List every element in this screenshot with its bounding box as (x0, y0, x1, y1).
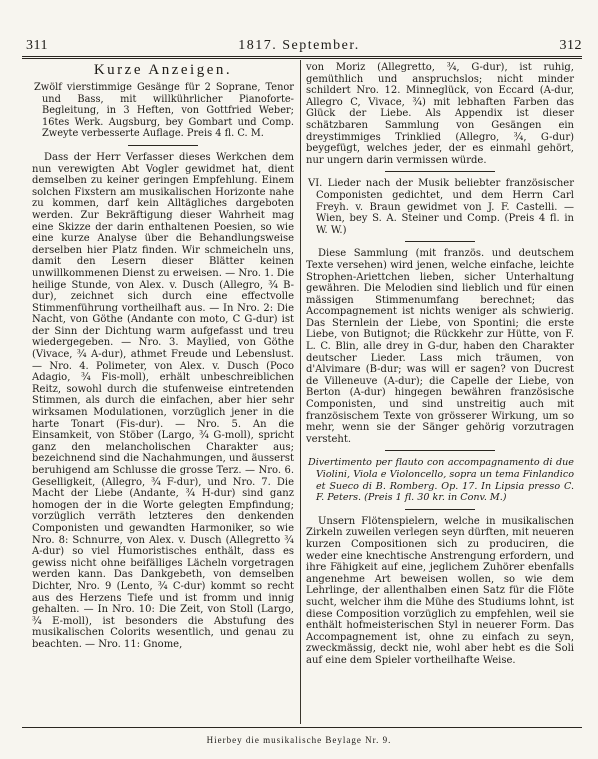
column-separator (300, 60, 301, 724)
header-rule-top (22, 56, 582, 57)
review-body-castelli: Diese Sammlung (mit französ. und deutschem Texte versehen) wird jenen, welche einfache, leichte Strophen-Ariettchen lieben, sicher Unterhaltung gewähren. Die Melodien sind lieblich und für einen mässigen Stimmenumfang berechnet; das Accompagnement ist nichts weniger als schwierig. Das Sternlein der Liebe, von Spontini; die erste Liebe, von Butignot; die Rückkehr zur Hütte, von F. L. C. Blin, alle drey in G-dur, haben den Charakter deutscher Lieder. Lass mich träumen, von d'Alvimare (B-dur; was will er sagen? von Ducrest de Villeneuve (A-dur); die Capelle der Liebe, von Berton (A-dur) hingegen bewähren französische Componisten, und sind unstreitig auch mit französischem Texte von grösserer Wirkung, um so mehr, wenn sie der Sänger gehörig vorzutragen versteht. (306, 248, 574, 445)
section-heading: Kurze Anzeigen. (93, 62, 233, 78)
footer-note: Hierbey die musikalische Beylage Nr. 9. (206, 735, 392, 745)
running-header (0, 38, 598, 54)
notice-divider-2 (405, 241, 475, 242)
notice-divider (128, 145, 198, 146)
review-notice-romberg: Divertimento per flauto con accompagnamento di due Violini, Viola e Violoncello, sopra un tema Finlandico et Sueco di B. Romberg. Op. 17. In Lipsia presso C. F. Peters. (Preis 1 fl. 30 kr. in Conv. M.) (308, 457, 574, 504)
left-column (32, 62, 294, 651)
notice-divider-3 (405, 509, 475, 510)
right-column (306, 62, 574, 667)
review-body-romberg: Unsern Flötenspielern, welche in musikalischen Zirkeln zuweilen verlegen seyn dürften, mit neueren kurzen Compositionen sich zu produciren, die weder eine knechtische Anstrengung erfordern, und ihre Fähigkeit auf eine, jeglichem Zuhörer ebenfalls angenehme Art beweisen wollen, so wie dem Lehrlinge, der allenthalben einen Satz für die Flöte sucht, welcher ihm die Mühe des Studiums lohnt, ist diese Composition vorzüglich zu empfehlen, weil sie enthält hofmeisterischen Styl in neuerer Form. Das Accompagnement ist, ohne zu einfach zu seyn, zweckmässig, deckt nie, wohl aber hebt es die Soli auf eine dem Spieler vortheilhafte Weise. (306, 515, 574, 666)
review-notice-weber: Zwölf vierstimmige Gesänge für 2 Soprane, Tenor und Bass, mit willkührlicher Pianoforte-Begleitung, in 3 Heften, von Gottfried Weber; 16tes Werk. Augsburg, bey Gombart und Comp. Zweyte verbesserte Auflage. Preis 4 fl. C. M. (34, 82, 294, 140)
header-rule-bottom (22, 58, 582, 59)
review-continuation: von Moriz (Allegretto, ¾, G-dur), ist ruhig, gemüthlich und anspruchslos; nicht minder schildert Nro. 12. Minneglück, von Eccard (A-dur, Allegro C, Vivace, ¾) mit lebhaften Farben das Glück der Liebe. Als Appendix ist dieser schätzbaren Sammlung von Gesängen ein dreystimmiges Trinklied (Allegro, ¾, G-dur) beygefügt, welches jeder, der es einmahl gehört, nur ungern darin vermissen würde. (306, 62, 574, 166)
header-date: 1817. September. (238, 38, 360, 53)
review-body-weber: Dass der Herr Verfasser dieses Werkchen dem nun verewigten Abt Vogler gewidmet hat, dient demselben zu keiner geringen Empfehlung. Einem solchen Fixstern am musikalischen Horizonte nahe zu kommen, darf kein Alltägliches dargeboten werden. Zur Bekräftigung dieser Wahrheit mag eine Skizze der darin enthaltenen Poesien, so wie eine kurze Analyse über die Behandlungsweise derselben hier Platz finden. Wir schmeicheln uns, damit den Lesern dieser Blätter keinen unwillkommenen Dienst zu erweisen. — Nro. 1. Die heilige Stunde, von Alex. v. Dusch (Allegro, ¾ B-dur), zeichnet sich durch eine effectvolle Stimmenführung vortheilhaft aus. — In Nro. 2: Die Nacht, von Göthe (Andante con moto, C G-dur) ist der Sinn der Dichtung warm aufgefasst und treu wiedergegeben. — Nro. 3. Maylied, von Göthe (Vivace, ¾ A-dur), athmet Freude und Lebenslust. — Nro. 4. Polimeter, von Alex. v. Dusch (Poco Adagio, ¾ Fis-moll), erhält unbeschreiblichen Reitz, sowohl durch die stufenweise eintretenden Stimmen, als durch die einfachen, aber hier sehr wirksamen Modulationen, vorzüglich jener in die harte Tonart (Fis-dur). — Nro. 5. An die Einsamkeit, von Stöber (Largo, ¾ G-moll), spricht ganz den melancholischen Charakter aus; bezeichnend sind die Nachahmungen, und äusserst beruhigend am Schlusse die grosse Terz. — Nro. 6. Geselligkeit, (Allegro, ¾ F-dur), und Nro. 7. Die Macht der Liebe (Andante, ¾ H-dur) sind ganz homogen der in die Worte gelegten Empfindung; vorzüglich verräth letzteres den denkenden Componisten und gewandten Harmoniker, so wie Nro. 8: Schnurre, von Alex. v. Dusch (Allegretto ¾ A-dur) so viel Humoristisches enthält, dass es gewiss nicht ohne beifälliges Lächeln vorgetragen werden kann. Das Dankgebeth, von demselben Dichter, Nro. 9 (Lento, ¾ C-dur) kommt so recht aus des Herzens Tiefe und ist fromm und innig gehalten. — In Nro. 10: Die Zeit, von Stoll (Largo, ¾ E-moll), ist besonders die Abstufung des musikalischen Colorits wesentlich, und genau zu beachten. — Nro. 11: Gnome, (32, 151, 294, 650)
footer-rule (22, 727, 582, 728)
page-number-right: 312 (559, 38, 582, 53)
section-divider-1 (385, 171, 495, 172)
page-number-left: 311 (26, 38, 48, 53)
review-notice-castelli: VI. Lieder nach der Musik beliebter französischer Componisten gedichtet, und dem Herrn Carl Freyh. v. Braun gewidmet von J. F. Castelli. — Wien, bey S. A. Steiner und Comp. (Preis 4 fl. in W. W.) (308, 178, 574, 236)
section-divider-2 (385, 450, 495, 451)
